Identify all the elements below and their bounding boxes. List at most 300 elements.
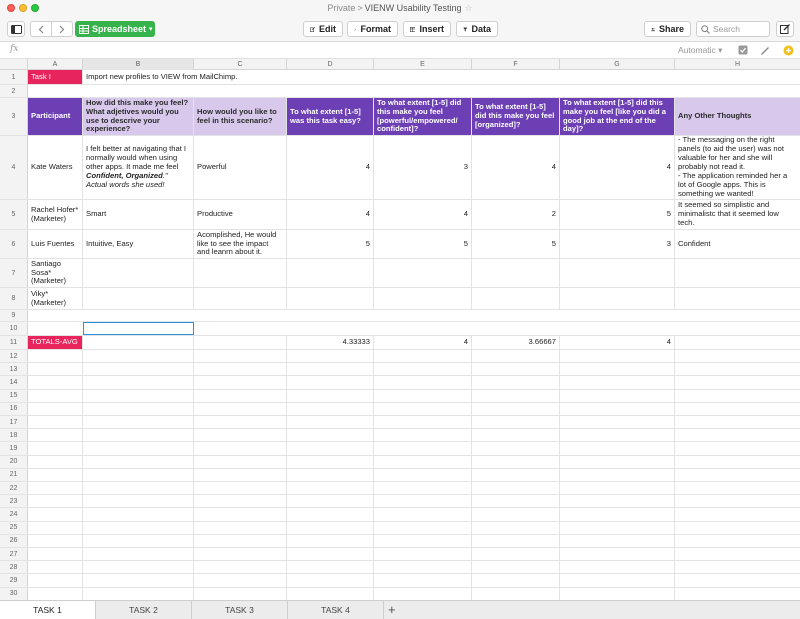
- empty-cell[interactable]: [675, 429, 800, 441]
- empty-cell[interactable]: [83, 482, 194, 494]
- insert-label: Insert: [419, 24, 444, 34]
- column-header-g[interactable]: G: [560, 59, 675, 70]
- empty-cell[interactable]: [374, 588, 472, 600]
- table-row: [0, 376, 800, 389]
- header-other-thoughts[interactable]: Any Other Thoughts: [675, 98, 800, 135]
- cell-participant[interactable]: Kate Waters: [28, 136, 83, 199]
- table-row: [0, 200, 800, 230]
- empty-cell[interactable]: [28, 508, 83, 520]
- table-row: [0, 535, 800, 548]
- empty-cell[interactable]: [194, 363, 287, 375]
- cell-avg-ease[interactable]: 4.33333: [287, 336, 374, 349]
- empty-cell[interactable]: [194, 508, 287, 520]
- table-row: [0, 495, 800, 508]
- empty-cell[interactable]: [675, 548, 800, 560]
- empty-cell[interactable]: [560, 508, 675, 520]
- empty-cell[interactable]: [560, 390, 675, 402]
- format-mode-label: Automatic: [678, 45, 716, 55]
- empty-cell[interactable]: [675, 469, 800, 481]
- empty-cell[interactable]: [83, 561, 194, 573]
- empty-cell[interactable]: [83, 456, 194, 468]
- empty-cell[interactable]: [675, 561, 800, 573]
- cell-desired-feeling[interactable]: [194, 259, 287, 287]
- cell-other-thoughts[interactable]: - The messaging on the right panels (to aid the user) was not valuable for her and she will probably not read it. - The application reminded her a lot of Google apps. This is something we wanted!: [678, 136, 788, 198]
- empty-cell[interactable]: [472, 456, 560, 468]
- empty-cell[interactable]: [472, 588, 560, 600]
- empty-cell[interactable]: [472, 561, 560, 573]
- row-header[interactable]: 3: [0, 98, 28, 135]
- empty-cell[interactable]: [560, 535, 675, 547]
- empty-cell[interactable]: [472, 548, 560, 560]
- cell-desired-feeling[interactable]: [194, 288, 287, 309]
- view-mode-dropdown[interactable]: [75, 21, 155, 37]
- empty-cell[interactable]: [287, 561, 374, 573]
- cell-a1[interactable]: Task I: [28, 70, 83, 84]
- cell-confidence[interactable]: 4: [374, 200, 472, 229]
- empty-cell[interactable]: [287, 416, 374, 428]
- select-all-corner[interactable]: [0, 59, 28, 70]
- header-ease[interactable]: To what extent [1-5] was this task easy?: [287, 98, 374, 135]
- insert-button[interactable]: [403, 21, 451, 37]
- row-header[interactable]: 19: [0, 442, 28, 454]
- empty-cell[interactable]: [83, 416, 194, 428]
- row-header[interactable]: 18: [0, 429, 28, 441]
- cell-good-job[interactable]: 4: [560, 136, 675, 199]
- table-row: [0, 574, 800, 587]
- header-participant[interactable]: Participant: [28, 98, 83, 135]
- empty-cell[interactable]: [28, 363, 83, 375]
- column-header-h[interactable]: H: [734, 61, 741, 68]
- tab-task-3[interactable]: TASK 3: [192, 601, 288, 619]
- edit-label: Edit: [319, 24, 336, 34]
- cell-avg-good-job[interactable]: 4: [560, 336, 675, 349]
- empty-cell[interactable]: [83, 508, 194, 520]
- row-header[interactable]: 4: [0, 136, 28, 199]
- search-input[interactable]: [696, 21, 770, 37]
- cell-organized[interactable]: [472, 259, 560, 287]
- empty-cell[interactable]: [287, 403, 374, 415]
- row-header[interactable]: 21: [0, 469, 28, 481]
- empty-cell[interactable]: [194, 403, 287, 415]
- empty-cell[interactable]: [472, 482, 560, 494]
- empty-cell[interactable]: [374, 469, 472, 481]
- empty-cell[interactable]: [560, 363, 675, 375]
- empty-cell[interactable]: [194, 522, 287, 534]
- empty-cell[interactable]: [83, 522, 194, 534]
- empty-cell[interactable]: [194, 535, 287, 547]
- empty-cell[interactable]: [28, 548, 83, 560]
- cell-feelings[interactable]: [83, 259, 194, 287]
- cell-good-job[interactable]: [560, 288, 675, 309]
- cell-ease[interactable]: 4: [287, 136, 374, 199]
- cell-feelings[interactable]: [83, 136, 194, 199]
- empty-cell[interactable]: [194, 456, 287, 468]
- empty-cell[interactable]: [560, 442, 675, 454]
- add-sheet-icon[interactable]: +: [388, 602, 396, 617]
- empty-cell[interactable]: [287, 363, 374, 375]
- sheet-tabs: [0, 600, 800, 619]
- empty-cell[interactable]: [472, 495, 560, 507]
- empty-cell[interactable]: [28, 350, 83, 362]
- share-button[interactable]: [644, 21, 691, 37]
- compose-button[interactable]: [776, 21, 794, 37]
- empty-cell[interactable]: [287, 588, 374, 600]
- cell-participant[interactable]: Rachel Hofer* (Marketer): [28, 200, 83, 229]
- cell-ease[interactable]: 4: [287, 200, 374, 229]
- cell-desired-feeling[interactable]: Productive: [194, 200, 287, 229]
- edit-button[interactable]: [303, 21, 343, 37]
- empty-cell[interactable]: [374, 456, 472, 468]
- totals-row: [0, 336, 800, 350]
- row-header[interactable]: 8: [0, 288, 28, 309]
- sidebar-toggle-button[interactable]: [7, 21, 25, 37]
- empty-cell[interactable]: [675, 495, 800, 507]
- empty-cell[interactable]: [472, 403, 560, 415]
- row-header[interactable]: 16: [0, 403, 28, 415]
- empty-cell[interactable]: [83, 390, 194, 402]
- formula-bar[interactable]: [0, 42, 800, 59]
- header-confidence[interactable]: To what extent [1-5] did this make you feel [powerful/empowered/ confident]?: [374, 98, 472, 135]
- row-header[interactable]: 27: [0, 548, 28, 560]
- row-header[interactable]: 9: [0, 310, 28, 321]
- empty-cell[interactable]: [374, 376, 472, 388]
- format-mode-dropdown[interactable]: Automatic ▾: [678, 45, 723, 55]
- cell-ease[interactable]: [287, 259, 374, 287]
- empty-cell[interactable]: [194, 574, 287, 586]
- empty-cell[interactable]: [194, 350, 287, 362]
- empty-cell[interactable]: [194, 588, 287, 600]
- cell-participant[interactable]: Luis Fuentes: [28, 230, 83, 258]
- empty-cell[interactable]: [28, 482, 83, 494]
- empty-cell[interactable]: [194, 495, 287, 507]
- header-good-job[interactable]: To what extent [1-5] did this make you feel [like you did a good job at the end of the day]?: [560, 98, 675, 135]
- empty-cell[interactable]: [194, 390, 287, 402]
- forward-button[interactable]: [51, 21, 73, 37]
- empty-cell[interactable]: [194, 442, 287, 454]
- empty-cell[interactable]: [374, 548, 472, 560]
- empty-cell[interactable]: [472, 469, 560, 481]
- cell-ease[interactable]: [287, 288, 374, 309]
- empty-cell[interactable]: [28, 416, 83, 428]
- empty-cell[interactable]: [560, 588, 675, 600]
- row-header[interactable]: 23: [0, 495, 28, 507]
- empty-cell[interactable]: [472, 390, 560, 402]
- empty-cell[interactable]: [675, 456, 800, 468]
- breadcrumb-private[interactable]: Private: [327, 3, 356, 13]
- empty-cell[interactable]: [472, 535, 560, 547]
- empty-cell[interactable]: [374, 535, 472, 547]
- empty-cell[interactable]: [194, 469, 287, 481]
- empty-cell[interactable]: [374, 561, 472, 573]
- empty-cell[interactable]: [472, 350, 560, 362]
- row-header[interactable]: 13: [0, 363, 28, 375]
- table-row: [0, 522, 800, 535]
- empty-cell[interactable]: [83, 495, 194, 507]
- empty-cell[interactable]: [287, 508, 374, 520]
- empty-cell[interactable]: [675, 535, 800, 547]
- empty-cell[interactable]: [374, 429, 472, 441]
- empty-cell[interactable]: [374, 416, 472, 428]
- empty-cell[interactable]: [675, 442, 800, 454]
- table-row: [0, 588, 800, 601]
- empty-cell[interactable]: [28, 495, 83, 507]
- column-header-f[interactable]: F: [472, 59, 560, 70]
- cell-confidence[interactable]: [374, 259, 472, 287]
- column-header-b[interactable]: B: [83, 59, 194, 70]
- empty-cell[interactable]: [675, 363, 800, 375]
- cell-feelings[interactable]: [83, 288, 194, 309]
- empty-cell[interactable]: [194, 482, 287, 494]
- table-row: [0, 70, 800, 85]
- empty-cell[interactable]: [28, 469, 83, 481]
- empty-cell[interactable]: [28, 442, 83, 454]
- empty-cell[interactable]: [83, 442, 194, 454]
- empty-cell[interactable]: [472, 416, 560, 428]
- empty-cell[interactable]: [472, 442, 560, 454]
- row-header[interactable]: 24: [0, 508, 28, 520]
- cell-good-job[interactable]: [560, 259, 675, 287]
- row-header[interactable]: 7: [0, 259, 28, 287]
- row-header[interactable]: 29: [0, 574, 28, 586]
- cell-b1[interactable]: Import new profiles to VIEW from MailChimp.: [86, 71, 238, 81]
- empty-cell[interactable]: [287, 535, 374, 547]
- tab-task-4[interactable]: TASK 4: [288, 601, 384, 619]
- empty-cell[interactable]: [287, 522, 374, 534]
- empty-cell[interactable]: [374, 390, 472, 402]
- row-header[interactable]: 30: [0, 588, 28, 600]
- row-header[interactable]: 25: [0, 522, 28, 534]
- empty-cell[interactable]: [560, 429, 675, 441]
- empty-cell[interactable]: [374, 522, 472, 534]
- empty-cell[interactable]: [287, 376, 374, 388]
- table-row: [0, 416, 800, 429]
- cell-confidence[interactable]: 3: [374, 136, 472, 199]
- table-row: [0, 230, 800, 259]
- empty-cell[interactable]: [28, 456, 83, 468]
- column-header-c[interactable]: C: [194, 59, 287, 70]
- cell-totals-b[interactable]: [83, 336, 194, 349]
- row-header[interactable]: 6: [0, 230, 28, 258]
- empty-cell[interactable]: [675, 376, 800, 388]
- empty-cell[interactable]: [374, 482, 472, 494]
- empty-cell[interactable]: [287, 429, 374, 441]
- empty-cell[interactable]: [287, 350, 374, 362]
- fx-icon: fx: [10, 44, 19, 54]
- empty-cell[interactable]: [287, 469, 374, 481]
- document-title[interactable]: VIENW Usability Testing: [364, 3, 462, 13]
- cell-organized[interactable]: [472, 288, 560, 309]
- cell-desired-feeling[interactable]: Powerful: [194, 136, 287, 199]
- empty-cell[interactable]: [472, 574, 560, 586]
- empty-cell[interactable]: [83, 363, 194, 375]
- cell-totals-c[interactable]: [194, 336, 287, 349]
- empty-cell[interactable]: [83, 350, 194, 362]
- table-row: [0, 561, 800, 574]
- table-row: [0, 322, 800, 336]
- empty-cell[interactable]: [560, 376, 675, 388]
- empty-cell[interactable]: [28, 429, 83, 441]
- column-header-e[interactable]: E: [374, 59, 472, 70]
- cell-feelings[interactable]: Intuitive, Easy: [83, 230, 194, 258]
- empty-cell[interactable]: [194, 376, 287, 388]
- cell-other-thoughts[interactable]: It seemed so simplistic and minimalistc that it seemed low tech.: [678, 200, 779, 227]
- cell-desired-feeling[interactable]: Acomplished, He would like to see the impact and leanrn about it.: [194, 230, 287, 258]
- cell-participant[interactable]: Santiago Sosa* (Marketer): [28, 259, 83, 287]
- empty-cell[interactable]: [374, 350, 472, 362]
- empty-cell[interactable]: [287, 495, 374, 507]
- sidebar-icon: [11, 25, 22, 34]
- empty-cell[interactable]: [374, 495, 472, 507]
- empty-cell[interactable]: [675, 482, 800, 494]
- empty-cell[interactable]: [83, 469, 194, 481]
- empty-cell[interactable]: [374, 442, 472, 454]
- empty-cell[interactable]: [675, 390, 800, 402]
- star-icon[interactable]: ☆: [464, 3, 473, 13]
- empty-cell[interactable]: [28, 574, 83, 586]
- empty-cell[interactable]: [560, 403, 675, 415]
- cell-feelings[interactable]: Smart: [83, 200, 194, 229]
- row-header[interactable]: 28: [0, 561, 28, 573]
- header-feelings[interactable]: How did this make you feel? What adjetives would you use to descrive your experience?: [83, 98, 194, 135]
- row-header[interactable]: 1: [0, 70, 28, 84]
- column-header-a[interactable]: A: [28, 59, 83, 70]
- empty-cell[interactable]: [472, 429, 560, 441]
- empty-cell[interactable]: [287, 442, 374, 454]
- empty-cell[interactable]: [472, 363, 560, 375]
- column-header-d[interactable]: D: [287, 59, 374, 70]
- empty-cell[interactable]: [675, 350, 800, 362]
- toolbar: [0, 17, 800, 42]
- row-header[interactable]: 14: [0, 376, 28, 388]
- selected-cell-b10[interactable]: [83, 322, 194, 335]
- cell-participant[interactable]: Viky* (Marketer): [28, 288, 83, 309]
- table-row: [0, 310, 800, 322]
- empty-cell[interactable]: [287, 390, 374, 402]
- empty-cell[interactable]: [374, 363, 472, 375]
- empty-cell[interactable]: [675, 416, 800, 428]
- row-header[interactable]: 20: [0, 456, 28, 468]
- cell-organized[interactable]: 4: [472, 136, 560, 199]
- empty-cell[interactable]: [560, 469, 675, 481]
- tab-task-1[interactable]: TASK 1: [0, 601, 96, 619]
- empty-cell[interactable]: [194, 561, 287, 573]
- chevron-down-icon: ▾: [149, 26, 153, 33]
- row-header[interactable]: 26: [0, 535, 28, 547]
- empty-cell[interactable]: [287, 482, 374, 494]
- row-header[interactable]: 22: [0, 482, 28, 494]
- row-header[interactable]: 5: [0, 200, 28, 229]
- empty-cell[interactable]: [28, 535, 83, 547]
- empty-cell[interactable]: [675, 588, 800, 600]
- empty-cell[interactable]: [28, 588, 83, 600]
- empty-cell[interactable]: [287, 456, 374, 468]
- empty-cell[interactable]: [675, 508, 800, 520]
- empty-cell[interactable]: [83, 535, 194, 547]
- empty-cell[interactable]: [28, 403, 83, 415]
- data-label: Data: [471, 24, 491, 34]
- empty-cell[interactable]: [287, 548, 374, 560]
- empty-cell[interactable]: [675, 403, 800, 415]
- table-row: [0, 136, 800, 200]
- empty-cell[interactable]: [83, 403, 194, 415]
- empty-cell[interactable]: [83, 574, 194, 586]
- empty-cell[interactable]: [472, 508, 560, 520]
- row-header[interactable]: 11: [0, 336, 28, 349]
- empty-cell[interactable]: [560, 574, 675, 586]
- empty-cell[interactable]: [194, 416, 287, 428]
- empty-cell[interactable]: [675, 574, 800, 586]
- header-desired-feeling[interactable]: How would you like to feel in this scenario?: [194, 98, 287, 135]
- empty-cell[interactable]: [560, 495, 675, 507]
- empty-cell[interactable]: [194, 548, 287, 560]
- empty-cell[interactable]: [560, 522, 675, 534]
- cell-organized[interactable]: 2: [472, 200, 560, 229]
- empty-cell[interactable]: [83, 376, 194, 388]
- empty-cell[interactable]: [374, 403, 472, 415]
- row-header[interactable]: 12: [0, 350, 28, 362]
- empty-cell[interactable]: [560, 561, 675, 573]
- cell-feelings-bold: Confident, Organized: [86, 170, 163, 180]
- add-comment-icon[interactable]: [783, 45, 794, 56]
- empty-cell[interactable]: [374, 508, 472, 520]
- tab-task-2[interactable]: TASK 2: [96, 601, 192, 619]
- cell-feelings-main: I felt better at navigating that I normally would when using other apps. It made me feel: [86, 144, 187, 172]
- cell-totals-label[interactable]: TOTALS-AVG: [28, 336, 83, 349]
- empty-cell[interactable]: [560, 350, 675, 362]
- cell-avg-organized[interactable]: 3.66667: [472, 336, 560, 349]
- format-button[interactable]: [347, 21, 398, 37]
- empty-cell[interactable]: [83, 548, 194, 560]
- cell-good-job[interactable]: 5: [560, 200, 675, 229]
- empty-cell[interactable]: [560, 482, 675, 494]
- cell-confidence[interactable]: [374, 288, 472, 309]
- data-button[interactable]: [456, 21, 498, 37]
- row-header[interactable]: 15: [0, 390, 28, 402]
- row-header[interactable]: 2: [0, 85, 28, 97]
- compose-icon: [780, 24, 790, 34]
- spreadsheet-icon: [79, 25, 89, 34]
- cell-feelings-text: [86, 145, 190, 190]
- cell-good-job[interactable]: 3: [560, 230, 675, 258]
- cell-avg-confidence[interactable]: 4: [374, 336, 472, 349]
- empty-cell[interactable]: [675, 522, 800, 534]
- empty-cell[interactable]: [83, 429, 194, 441]
- cell-organized[interactable]: 5: [472, 230, 560, 258]
- back-button[interactable]: [30, 21, 52, 37]
- empty-cell[interactable]: [560, 456, 675, 468]
- checkbox-icon[interactable]: [738, 45, 749, 56]
- empty-cell[interactable]: [287, 574, 374, 586]
- header-organized[interactable]: To what extent [1-5] did this make you feel [organized]?: [472, 98, 560, 135]
- empty-cell[interactable]: [28, 390, 83, 402]
- empty-cell[interactable]: [194, 429, 287, 441]
- row-header[interactable]: 17: [0, 416, 28, 428]
- empty-cell[interactable]: [560, 416, 675, 428]
- empty-cell[interactable]: [28, 376, 83, 388]
- empty-cell[interactable]: [28, 522, 83, 534]
- cell-confidence[interactable]: 5: [374, 230, 472, 258]
- empty-cell[interactable]: [560, 548, 675, 560]
- row-header[interactable]: 10: [0, 322, 28, 335]
- empty-cell[interactable]: [28, 561, 83, 573]
- cell-other-thoughts[interactable]: Confident: [678, 238, 711, 248]
- empty-cell[interactable]: [83, 588, 194, 600]
- paintbrush-format-icon[interactable]: [760, 45, 771, 56]
- empty-cell[interactable]: [472, 376, 560, 388]
- empty-cell[interactable]: [374, 574, 472, 586]
- empty-cell[interactable]: [472, 522, 560, 534]
- cell-ease[interactable]: 5: [287, 230, 374, 258]
